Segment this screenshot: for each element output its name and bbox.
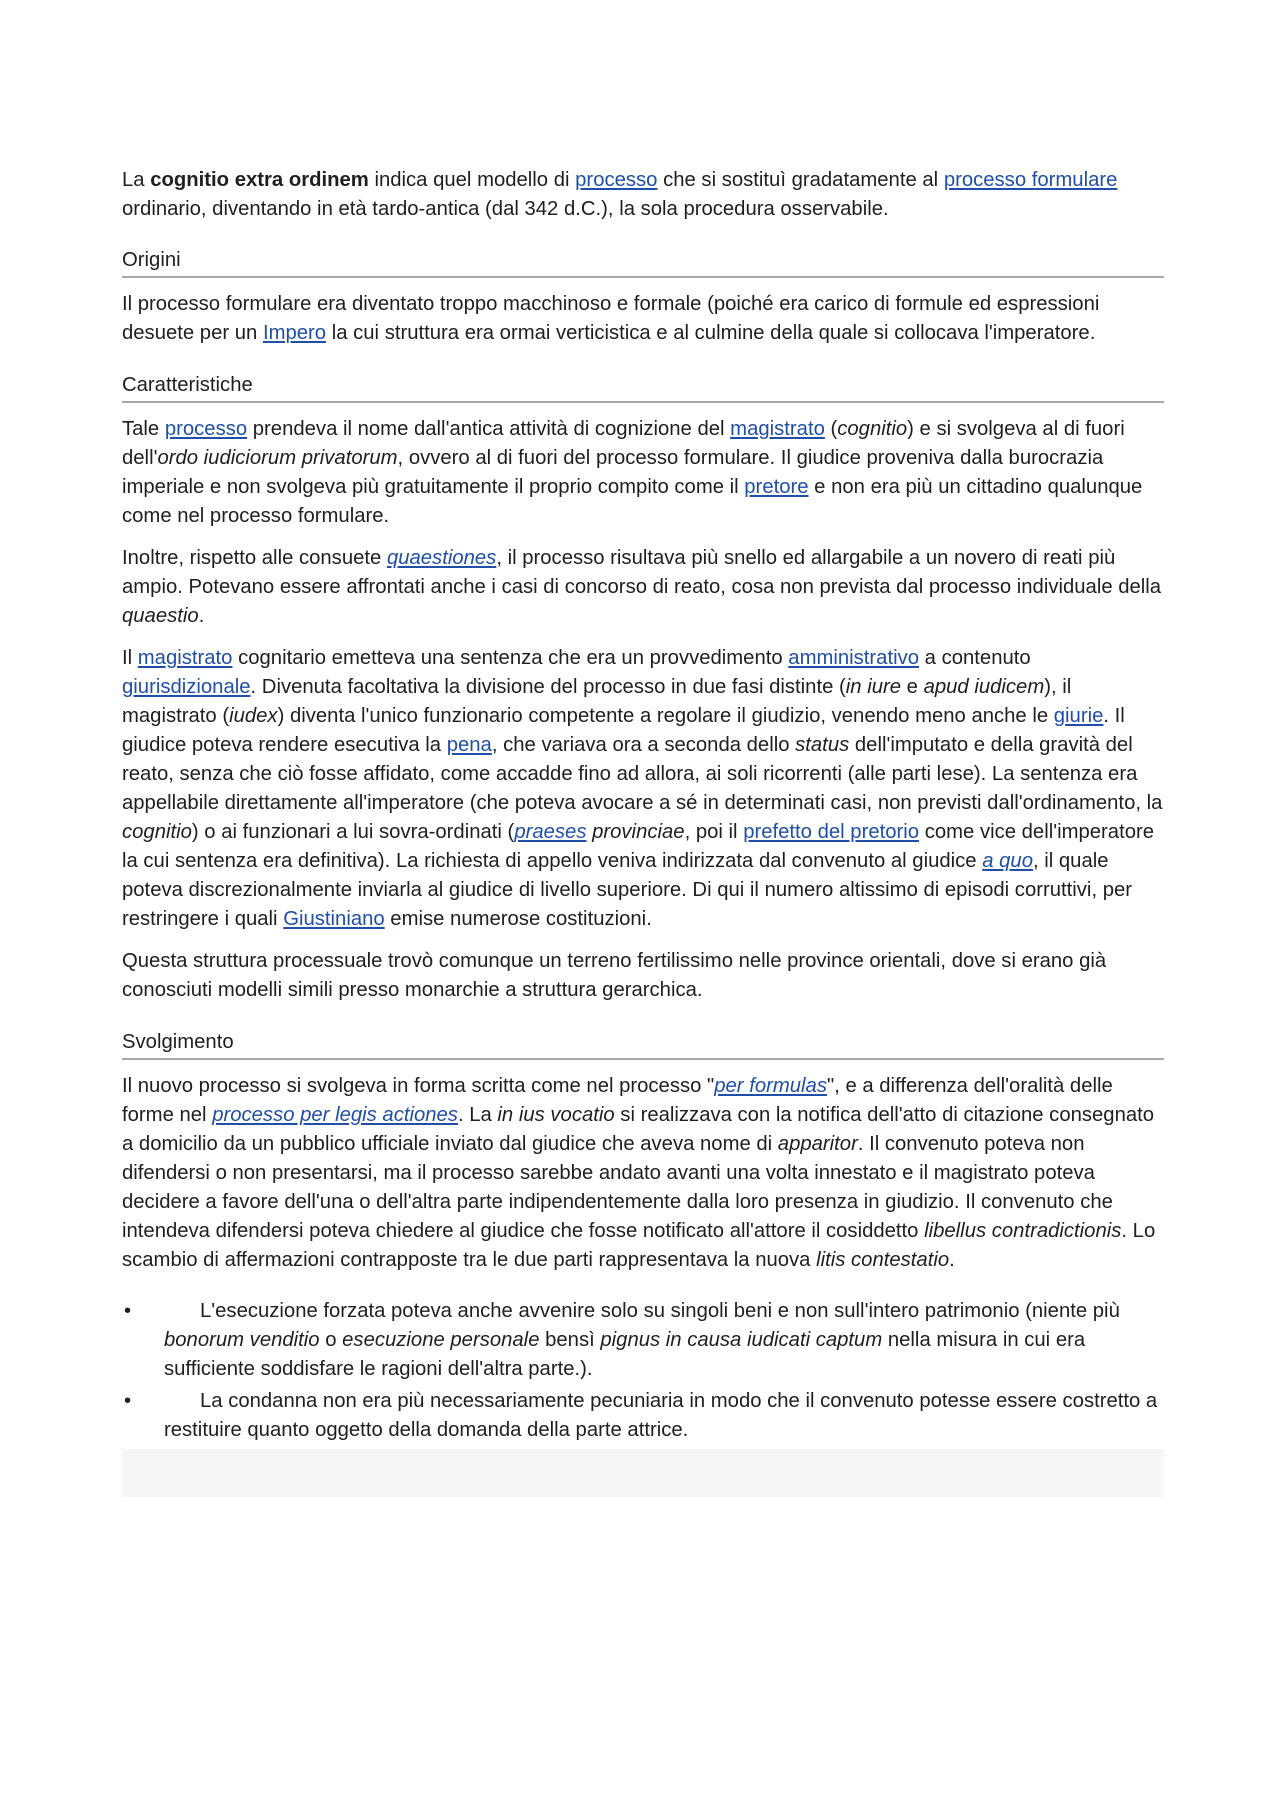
link-giurisdizionale[interactable]: giurisdizionale bbox=[122, 676, 251, 698]
text-run: . Il giudice poteva rendere esecutiva la bbox=[122, 705, 1125, 756]
text-run: . bbox=[949, 1249, 955, 1271]
link-pena[interactable]: pena bbox=[446, 734, 492, 756]
text-run: ), il magistrato ( bbox=[122, 676, 1072, 727]
text-run: , poi il bbox=[684, 821, 744, 843]
text-run: prendeva il nome dall'antica attività di cognizione del bbox=[247, 418, 731, 440]
bullet-list bbox=[122, 1297, 1164, 1445]
intro-paragraph bbox=[122, 166, 1164, 224]
heading-origini: Origini bbox=[122, 246, 1164, 278]
link-magistrato[interactable]: magistrato bbox=[730, 418, 825, 440]
link-processo[interactable]: processo bbox=[164, 418, 248, 440]
caratteristiche-paragraph-4: Questa struttura processuale trovò comunque un terreno fertilissimo nelle province orientali, dove si erano già conosciuti modelli simili presso monarchie a struttura gerarchica. bbox=[122, 950, 1107, 1001]
text-run: Il bbox=[122, 647, 138, 669]
text-run: a contenuto bbox=[919, 647, 1031, 669]
text-run: La condanna non era più necessariamente pecuniaria in modo che il convenuto potesse essere costretto a restituire quanto oggetto della domanda della parte attrice. bbox=[164, 1390, 1158, 1441]
italic-term: pignus in causa iudicati captum bbox=[600, 1329, 883, 1351]
text-run: ordinario, diventando in età tardo-antica (dal 342 d.C.), la sola procedura osservabile. bbox=[122, 198, 889, 220]
heading-caratteristiche: Caratteristiche bbox=[122, 371, 1164, 403]
italic-term: cognitio bbox=[837, 418, 908, 440]
bullet-icon: • bbox=[124, 1300, 132, 1322]
text-run: ) o ai funzionari a lui sovra-ordinati ( bbox=[191, 821, 515, 843]
link-quaestiones[interactable]: quaestiones bbox=[386, 547, 497, 569]
italic-term: cognitio bbox=[122, 821, 192, 843]
italic-term: iudex bbox=[229, 705, 278, 727]
text-run: Tale bbox=[122, 418, 165, 440]
document-page bbox=[122, 166, 1164, 1497]
text-run: e non era più un cittadino qualunque come nel processo formulare. bbox=[122, 476, 1143, 527]
text-run: nella misura in cui era sufficiente soddisfare le ragioni dell'altra parte.). bbox=[164, 1329, 1086, 1380]
text-run: indica quel modello di bbox=[368, 169, 576, 191]
list-item bbox=[122, 1387, 1164, 1445]
link-praeses[interactable]: praeses bbox=[514, 821, 587, 843]
svolgimento-paragraph bbox=[122, 1072, 1164, 1275]
text-run: , che variava ora a seconda dello bbox=[491, 734, 796, 756]
bullet-icon: • bbox=[124, 1390, 132, 1412]
caratteristiche-paragraph-2 bbox=[122, 544, 1164, 631]
text-run: . Il convenuto poteva non difendersi o non presentarsi, ma il processo sarebbe andato avanti una volta innestato e il magistrato poteva decidere a favore dell'una o dell'altra parte indipendentemente dalla loro presenza in giudizio. Il convenuto che intendeva difendersi poteva chiedere al giudice che fosse notificato all'attore il cosiddetto bbox=[122, 1133, 1113, 1242]
link-giurie[interactable]: giurie bbox=[1053, 705, 1104, 727]
italic-term: quaestio bbox=[122, 605, 199, 627]
text-run: . Divenuta facoltativa la divisione del processo in due fasi distinte ( bbox=[250, 676, 846, 698]
link-prefetto-del-pretorio[interactable]: prefetto del pretorio bbox=[743, 821, 920, 843]
link-processo[interactable]: processo bbox=[575, 169, 658, 191]
text-run: ) e si svolgeva al di fuori dell' bbox=[122, 418, 1125, 469]
link-magistrato[interactable]: magistrato bbox=[137, 647, 233, 669]
text-run: . La bbox=[457, 1104, 498, 1126]
italic-term: ordo iudiciorum privatorum bbox=[157, 447, 398, 469]
text-run: L'esecuzione forzata poteva anche avvenire solo su singoli beni e non sull'intero patrimonio (niente più bbox=[200, 1300, 1120, 1322]
link-per-formulas[interactable]: per formulas bbox=[714, 1075, 827, 1097]
heading-svolgimento: Svolgimento bbox=[122, 1028, 1164, 1060]
link-giustiniano[interactable]: Giustiniano bbox=[283, 908, 385, 930]
text-run: si realizzava con la notifica dell'atto di citazione consegnato a domicilio da un pubblico ufficiale inviato dal giudice che aveva nome di bbox=[122, 1104, 1155, 1155]
italic-term: status bbox=[795, 734, 850, 756]
text-run: . bbox=[198, 605, 205, 627]
text-run: cognitario emetteva una sentenza che era un provvedimento bbox=[232, 647, 789, 669]
text-run: , ovvero al di fuori del processo formulare. Il giudice proveniva dalla burocrazia imperiale e non svolgeva più gratuitamente il proprio compito come il bbox=[122, 447, 1104, 498]
text-run: o bbox=[319, 1329, 343, 1351]
text-run: bensì bbox=[539, 1329, 601, 1351]
link-pretore[interactable]: pretore bbox=[744, 476, 809, 498]
text-run: La bbox=[122, 169, 151, 191]
text-run: ( bbox=[824, 418, 838, 440]
text-run: Inoltre, rispetto alle consuete bbox=[122, 547, 387, 569]
caratteristiche-paragraph-3 bbox=[122, 644, 1164, 934]
link-a-quo[interactable]: a quo bbox=[982, 850, 1033, 872]
italic-term: provinciae bbox=[586, 821, 685, 843]
link-amministrativo[interactable]: amministrativo bbox=[788, 647, 920, 669]
origini-paragraph bbox=[122, 290, 1164, 348]
italic-term: esecuzione personale bbox=[342, 1329, 540, 1351]
caratteristiche-paragraph-1 bbox=[122, 415, 1164, 531]
italic-term: apud iudicem bbox=[923, 676, 1045, 698]
text-run: e bbox=[901, 676, 924, 698]
text-run: come vice dell'imperatore la cui sentenza era definitiva). La richiesta di appello veniva indirizzata dal convenuto al giudice bbox=[122, 821, 1155, 872]
text-run: Il processo formulare era diventato troppo macchinoso e formale (poiché era carico di formule ed espressioni desuete per un bbox=[122, 293, 1100, 344]
italic-term: apparitor bbox=[777, 1133, 858, 1155]
text-run: , il quale poteva discrezionalmente inviarla al giudice di livello superiore. Di qui il numero altissimo di episodi corruttivi, per restringere i quali bbox=[122, 850, 1133, 930]
italic-term: in ius vocatio bbox=[497, 1104, 615, 1126]
italic-term: in iure bbox=[845, 676, 902, 698]
link-processo-per-legis-actiones[interactable]: processo per legis actiones bbox=[212, 1104, 458, 1126]
text-run: Il nuovo processo si svolgeva in forma scritta come nel processo " bbox=[122, 1075, 715, 1097]
text-run: che si sostituì gradatamente al bbox=[657, 169, 944, 191]
italic-term: bonorum venditio bbox=[164, 1329, 320, 1351]
text-run: ) diventa l'unico funzionario competente a regolare il giudizio, venendo meno anche le bbox=[277, 705, 1054, 727]
text-run: dell'imputato e della gravità del reato, senza che ciò fosse affidato, come accadde fino ad allora, ai soli ricorrenti (alle parti lese). La sentenza era appellabile direttamente all'imperatore (che poteva avocare a sé in determinati casi, non previsti dall'ordinamento, la bbox=[122, 734, 1163, 814]
shaded-block bbox=[122, 1449, 1164, 1497]
italic-term: litis contestatio bbox=[816, 1249, 950, 1271]
text-run: . Lo scambio di affermazioni contrapposte tra le due parti rappresentava la nuova bbox=[122, 1220, 1156, 1271]
text-run: la cui struttura era ormai verticistica e al culmine della quale si collocava l'imperatore. bbox=[326, 322, 1096, 344]
link-impero[interactable]: Impero bbox=[262, 322, 327, 344]
link-processo-formulare[interactable]: processo formulare bbox=[943, 169, 1118, 191]
list-item bbox=[122, 1297, 1164, 1384]
term-bold: cognitio extra ordinem bbox=[150, 169, 369, 191]
italic-term: libellus contradictionis bbox=[924, 1220, 1122, 1242]
text-run: emise numerose costituzioni. bbox=[384, 908, 652, 930]
text-run: , il processo risultava più snello ed allargabile a un novero di reati più ampio. Potevano essere affrontati anche i casi di concorso di reato, cosa non prevista dal processo individuale della bbox=[122, 547, 1162, 598]
text-run: ", e a differenza dell'oralità delle forme nel bbox=[122, 1075, 1113, 1126]
